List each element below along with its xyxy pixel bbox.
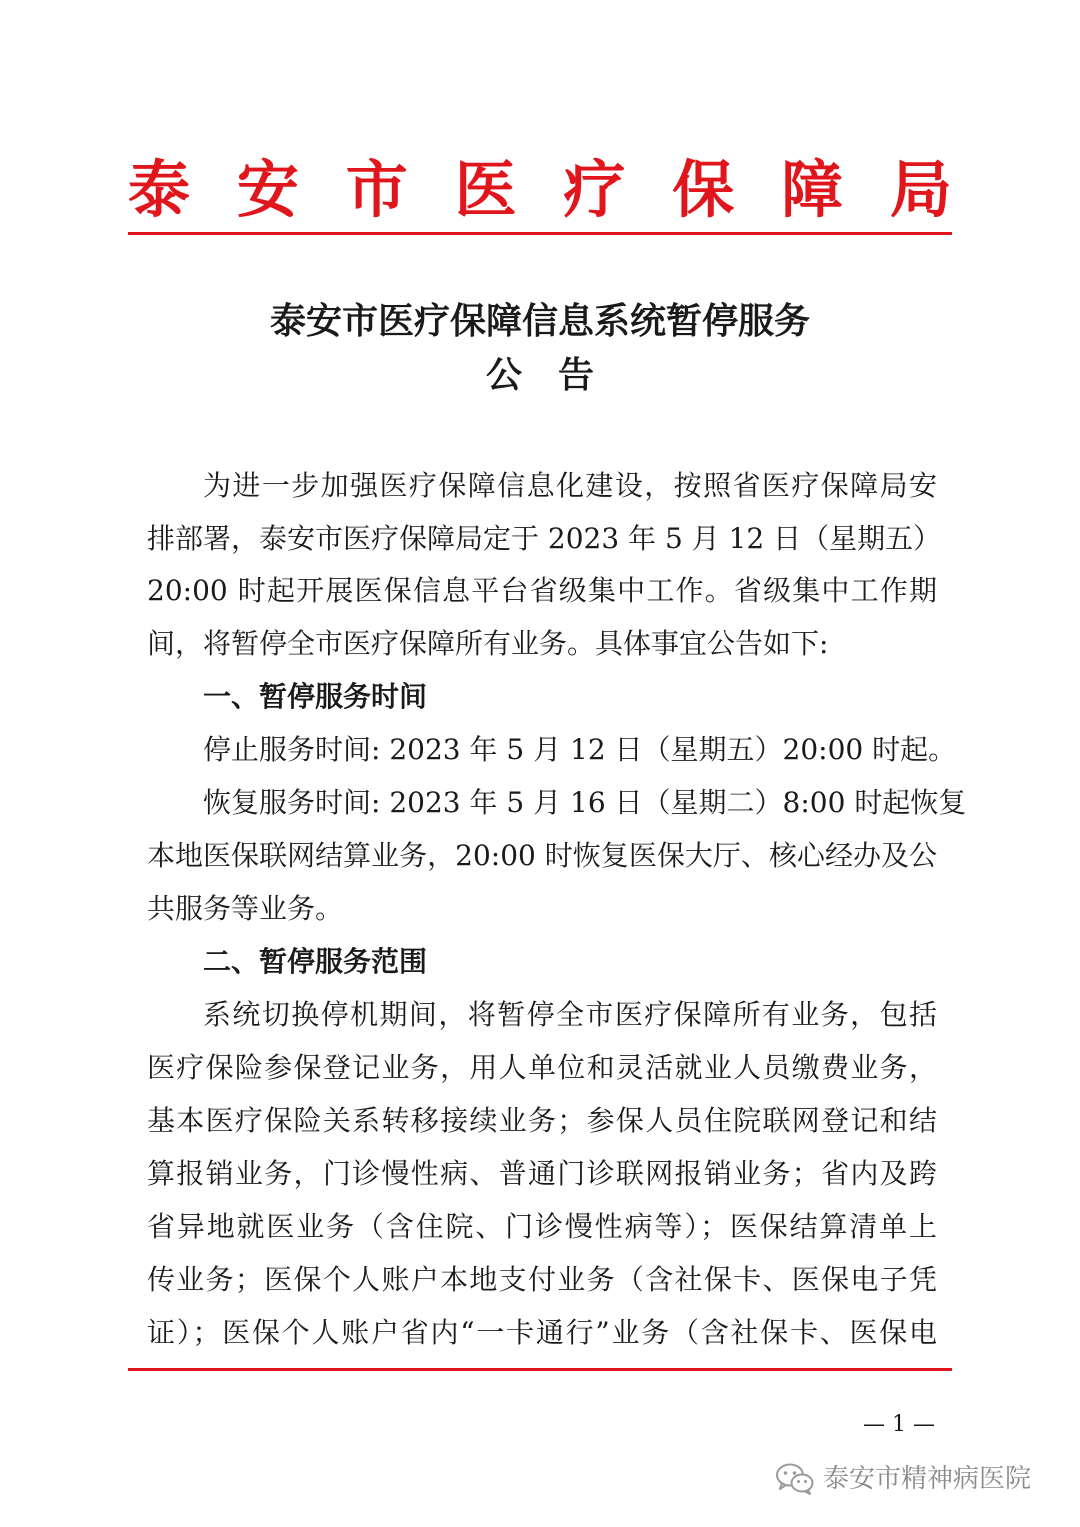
masthead-char: 障 (781, 153, 844, 226)
paragraph-line: 排部署，泰安市医疗保障局定于 2023 年 5 月 12 日（星期五） (147, 522, 942, 555)
wechat-icon (775, 1462, 815, 1496)
watermark-text: 泰安市精神病医院 (823, 1464, 1032, 1494)
masthead (128, 150, 952, 230)
paragraph-line: 算报销业务，门诊慢性病、普通门诊联网报销业务；省内及跨 (147, 1157, 937, 1190)
paragraph-line: 停止服务时间: 2023 年 5 月 12 日（星期五）20:00 时起。 (203, 733, 957, 766)
red-divider-top (128, 232, 952, 235)
paragraph-line: 本地医保联网结算业务，20:00 时恢复医保大厅、核心经办及公 (147, 839, 937, 872)
document-subtitle: 公告 (485, 354, 630, 396)
masthead-char: 医 (454, 153, 517, 226)
paragraph-line: 间，将暂停全市医疗保障所有业务。具体事宜公告如下: (147, 627, 829, 660)
section-heading: 一、暂停服务时间 (203, 680, 428, 713)
document-title: 泰安市医疗保障信息系统暂停服务 (269, 300, 810, 342)
paragraph-line: 恢复服务时间: 2023 年 5 月 16 日（星期二）8:00 时起恢复 (203, 786, 967, 819)
paragraph-line: 医疗保险参保登记业务，用人单位和灵活就业人员缴费业务， (147, 1051, 937, 1084)
masthead-char: 疗 (563, 153, 626, 226)
paragraph-line: 传业务；医保个人账户本地支付业务（含社保卡、医保电子凭 (147, 1263, 937, 1296)
watermark (775, 1462, 1031, 1496)
masthead-char: 安 (236, 153, 299, 226)
paragraph-line: 为进一步加强医疗保障信息化建设，按照省医疗保障局安 (203, 469, 937, 502)
section-heading: 二、暂停服务范围 (203, 945, 428, 978)
page-number: — 1 — (863, 1412, 935, 1437)
paragraph-line: 20:00 时起开展医保信息平台省级集中工作。省级集中工作期 (147, 574, 937, 607)
paragraph-line: 共服务等业务。 (147, 892, 344, 925)
paragraph-line: 基本医疗保险关系转移接续业务；参保人员住院联网登记和结 (147, 1104, 937, 1137)
paragraph-line: 证）；医保个人账户省内“一卡通行”业务（含社保卡、医保电 (147, 1316, 937, 1349)
masthead-char: 局 (889, 153, 952, 226)
masthead-char: 保 (672, 153, 735, 226)
paragraph-line: 省异地就医业务（含住院、门诊慢性病等）；医保结算清单上 (147, 1210, 937, 1243)
masthead-char: 市 (345, 153, 408, 226)
masthead-char: 泰 (128, 153, 191, 226)
red-divider-bottom (128, 1368, 952, 1371)
paragraph-line: 系统切换停机期间，将暂停全市医疗保障所有业务，包括 (203, 998, 937, 1031)
